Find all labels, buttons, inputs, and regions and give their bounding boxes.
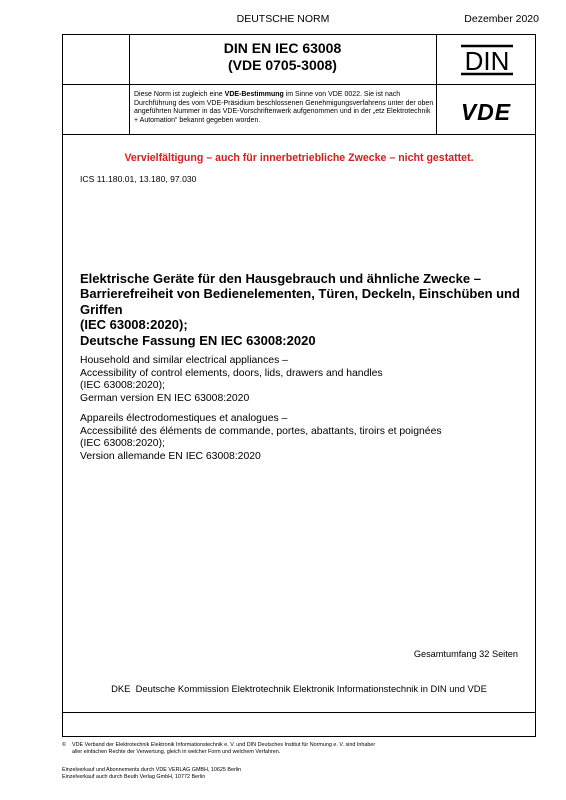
title-en-line: German version EN IEC 63008:2020 bbox=[80, 392, 250, 404]
sales-line: Einzelverkauf auch durch Beuth Verlag GmbH, 10772 Berlin bbox=[62, 774, 206, 780]
mid-divider bbox=[62, 84, 536, 85]
title-fr-line: Version allemande EN IEC 63008:2020 bbox=[80, 450, 261, 462]
copyright-line: VDE Verband der Elektrotechnik Elektronik Informationstechnik e. V. und DIN Deutsches Institut für Normung e. V. sind Inhaber bbox=[72, 742, 376, 748]
sales-info bbox=[62, 767, 241, 781]
title-french bbox=[80, 413, 520, 463]
title-fr-line: Accessibilité des éléments de commande, portes, abattants, tiroirs et poignées bbox=[80, 425, 442, 437]
title-de-line: Griffen bbox=[80, 301, 123, 317]
din-logo-text: DIN bbox=[464, 46, 510, 76]
header-bottom-divider bbox=[62, 134, 536, 135]
reproduction-notice: Vervielfältigung – auch für innerbetriebliche Zwecke – nicht gestattet. bbox=[124, 152, 474, 164]
title-en-line: Accessibility of control elements, doors, lids, drawers and handles bbox=[80, 367, 383, 379]
title-english bbox=[80, 355, 520, 405]
standard-type-label: DEUTSCHE NORM bbox=[236, 13, 330, 25]
sales-line: Einzelverkauf und Abonnements durch VDE VERLAG GMBH, 10625 Berlin bbox=[62, 767, 242, 773]
vde-bestimmung-term: VDE-Bestimmung bbox=[224, 91, 284, 98]
copyright-notice bbox=[62, 742, 472, 755]
footer-divider bbox=[62, 712, 536, 713]
vde-note: Diese Norm ist zugleich eine VDE-Bestimmung im Sinne von VDE 0022. Sie ist nach Durchführung des vom VDE-Präsidium beschlossenen Genehmigungsverfahrens unter der oben angeführten Nummer in das VDE-Vorschriftenwerk aufgenommen und in der „etz Elektrotechnik + Automation“ bekannt gegeben worden. bbox=[134, 91, 434, 124]
standard-designation bbox=[130, 40, 435, 74]
title-german bbox=[80, 271, 520, 348]
publication-date: Dezember 2020 bbox=[464, 13, 539, 25]
title-fr-line: (IEC 63008:2020); bbox=[80, 438, 165, 450]
title-fr-line: Appareils électrodomestiques et analogues – bbox=[80, 413, 288, 424]
committee-line: DKE Deutsche Kommission Elektrotechnik Elektronik Informationstechnik in DIN und VDE bbox=[111, 683, 487, 694]
copyright-symbol: © bbox=[62, 742, 66, 748]
ics-codes: ICS 11.180.01, 13.180, 97.030 bbox=[80, 174, 197, 184]
standard-number: DIN EN IEC 63008 bbox=[223, 40, 342, 56]
title-de-line: Deutsche Fassung EN IEC 63008:2020 bbox=[80, 332, 316, 348]
vde-classification: (VDE 0705-3008) bbox=[228, 57, 337, 73]
copyright-line: aller einfachen Rechte der Verwertung, gleich in welcher Form und welchem Verfahren. bbox=[72, 748, 281, 755]
title-de-line: Elektrische Geräte für den Hausgebrauch und ähnliche Zwecke – bbox=[80, 271, 481, 286]
title-en-line: Household and similar electrical appliances – bbox=[80, 355, 288, 366]
vde-logo bbox=[448, 100, 524, 129]
title-en-line: (IEC 63008:2020); bbox=[80, 380, 165, 392]
din-logo bbox=[459, 43, 515, 82]
title-de-line: (IEC 63008:2020); bbox=[80, 317, 188, 333]
title-de-line: Barrierefreiheit von Bedienelementen, Türen, Deckeln, Einschüben und bbox=[80, 286, 520, 302]
total-pages: Gesamtumfang 32 Seiten bbox=[413, 649, 518, 659]
vde-logo-text: VDE bbox=[460, 100, 512, 124]
